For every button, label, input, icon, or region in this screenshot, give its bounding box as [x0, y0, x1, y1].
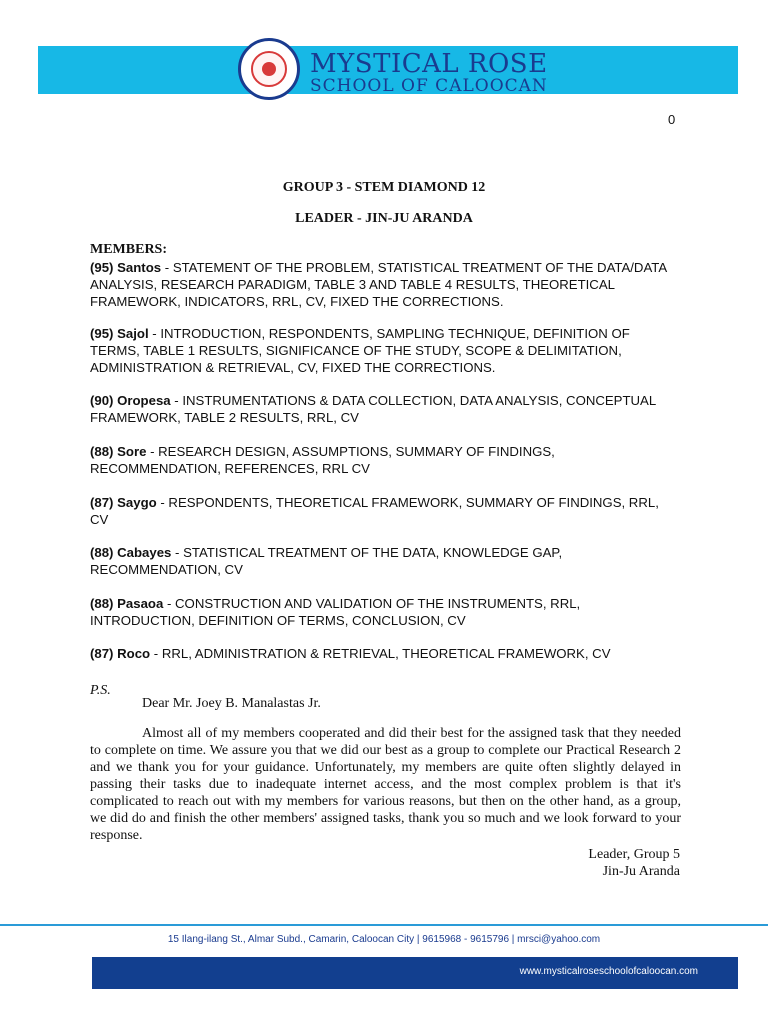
- member-name: (88) Sore: [90, 444, 147, 459]
- member-entry: [90, 392, 680, 426]
- school-seal-icon: [238, 38, 300, 100]
- members-heading: MEMBERS:: [90, 242, 167, 257]
- member-tasks: - RESEARCH DESIGN, ASSUMPTIONS, SUMMARY OF FINDINGS, RECOMMENDATION, REFERENCES, RRL CV: [90, 444, 555, 476]
- member-tasks: - RESPONDENTS, THEORETICAL FRAMEWORK, SUMMARY OF FINDINGS, RRL, CV: [90, 495, 659, 527]
- member-entry: [90, 443, 680, 477]
- member-name: (87) Roco: [90, 646, 151, 661]
- page-number: 0: [668, 112, 676, 127]
- group-title: GROUP 3 - STEM DIAMOND 12: [282, 180, 486, 195]
- school-subtitle: SCHOOL OF CALOOCAN: [310, 76, 548, 96]
- member-tasks: - INSTRUMENTATIONS & DATA COLLECTION, DATA ANALYSIS, CONCEPTUAL FRAMEWORK, TABLE 2 RESULTS, RRL, CV: [90, 393, 656, 425]
- member-tasks: - CONSTRUCTION AND VALIDATION OF THE INSTRUMENTS, RRL, INTRODUCTION, DEFINITION OF TERMS, CONCLUSION, CV: [90, 596, 581, 628]
- footer-website-link[interactable]: www.mysticalroseschoolofcaloocan.com: [519, 966, 698, 977]
- member-name: (90) Oropesa: [90, 393, 171, 408]
- member-name: (95) Sajol: [90, 326, 149, 341]
- member-entry: [90, 595, 680, 629]
- member-entry: [90, 494, 680, 528]
- member-name: (88) Cabayes: [90, 545, 172, 560]
- salutation: Dear Mr. Joey B. Manalastas Jr.: [142, 696, 321, 711]
- signature-role: Leader, Group 5: [588, 847, 680, 862]
- member-name: (87) Saygo: [90, 495, 157, 510]
- member-tasks: - STATISTICAL TREATMENT OF THE DATA, KNOWLEDGE GAP, RECOMMENDATION, CV: [90, 545, 563, 577]
- member-tasks: - RRL, ADMINISTRATION & RETRIEVAL, THEORETICAL FRAMEWORK, CV: [150, 646, 611, 661]
- member-entry: [90, 544, 680, 578]
- footer-divider: [0, 924, 768, 926]
- school-name: MYSTICAL ROSE: [310, 49, 548, 79]
- signature-name: Jin-Ju Aranda: [602, 864, 680, 879]
- leader-title: LEADER - JIN-JU ARANDA: [295, 211, 473, 226]
- footer-address: 15 Ilang-ilang St., Almar Subd., Camarin, Caloocan City | 9615968 - 9615796 | mrsci@yahoo.com: [167, 934, 601, 945]
- letter-body: Almost all of my members cooperated and did their best for the assigned task that they needed to complete on time. We assure you that we did our best as a group to complete our Practical Research 2 and we thank you for your guidance. Unfortunately, my members are quite often slightly delayed in passing their tasks due to inadequate internet access, and the most complex problem is that it's complicated to reach out with my members for various reasons, but then on the other hand, as a group, we did do and finish the other members' assigned tasks, thank you so much and we look forward to your response.: [90, 726, 681, 843]
- member-name: (95) Santos: [90, 260, 162, 275]
- member-entry: [90, 645, 680, 662]
- member-entry: [90, 259, 680, 310]
- ps-label: P.S.: [90, 683, 111, 698]
- member-tasks: - INTRODUCTION, RESPONDENTS, SAMPLING TECHNIQUE, DEFINITION OF TERMS, TABLE 1 RESULTS, SIGNIFICANCE OF THE STUDY, SCOPE & DELIMITATION, ADMINISTRATION & RETRIEVAL, CV, FIXED THE CORRECTIONS.: [90, 326, 630, 375]
- member-entry: [90, 325, 680, 376]
- member-name: (88) Pasaoa: [90, 596, 164, 611]
- member-tasks: - STATEMENT OF THE PROBLEM, STATISTICAL TREATMENT OF THE DATA/DATA ANALYSIS, RESEARCH PARADIGM, TABLE 3 AND TABLE 4 RESULTS, THEORETICAL FRAMEWORK, INDICATORS, RRL, CV, FIXED THE CORRECTIONS.: [90, 260, 667, 309]
